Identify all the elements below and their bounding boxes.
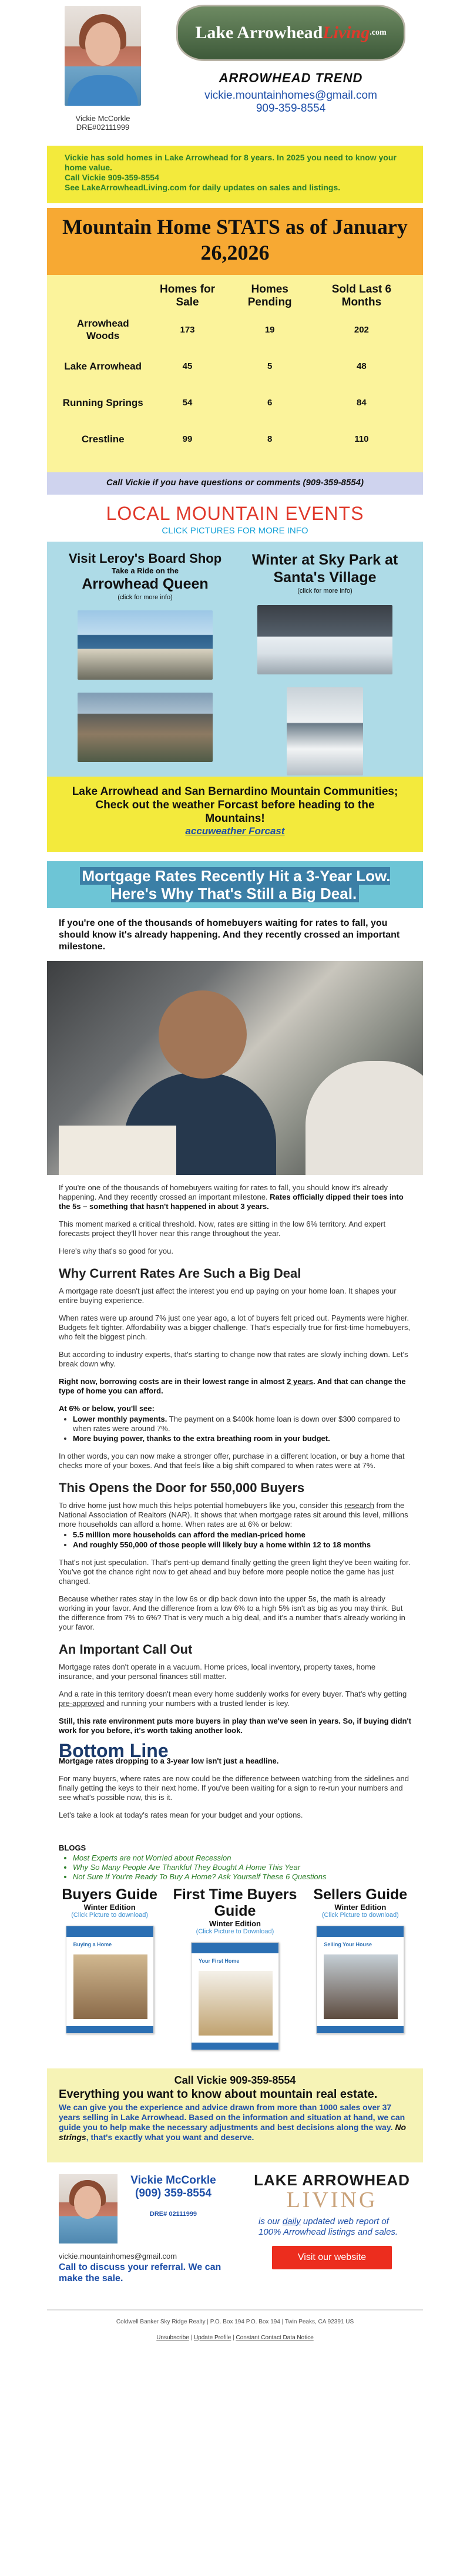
buyers-guide	[47, 1886, 172, 2068]
sellers-guide	[298, 1886, 423, 2068]
guide-download-hint: (Click Picture to Download)	[196, 1928, 274, 1935]
contact-referral: Call to discuss your referral. We can make the sale.	[59, 2262, 221, 2283]
cover-photo	[324, 1954, 398, 2019]
notice-website-link[interactable]: LakeArrowheadLiving.com	[81, 183, 187, 192]
list-item	[73, 1540, 411, 1550]
article-paragraph	[59, 1501, 411, 1529]
article-paragraph: This moment marked a critical threshold. Now, rates are sitting in the low 6% territory. And expert forecasts project they'll hover near this range throughout the year.	[59, 1220, 386, 1238]
contact-update-text	[241, 2216, 423, 2238]
first-time-buyers-guide	[172, 1886, 297, 2068]
stats-pending: 19	[264, 324, 275, 335]
article-paragraph: In other words, you can now make a stronger offer, purchase in a different location, or buy a home that checks more of your boxes. And that feels like a big shift compared to when rates were at 7%.	[59, 1452, 405, 1470]
legal-separator: |	[189, 2335, 194, 2341]
blogs-section	[59, 1843, 411, 1882]
li1-text: The payment on a $400k home loan is down over $300 compared to when rates were around 7%.	[73, 1415, 400, 1433]
header	[35, 0, 435, 146]
blog-link[interactable]: • Not Sure If You're Ready To Buy A Home? Ask Yourself These 6 Questions	[73, 1872, 411, 1882]
article-paragraph: A mortgage rate doesn't just affect the interest you end up paying on your home loan. It shapes your entire buying experience.	[59, 1287, 397, 1305]
guide-title: Buyers Guide	[62, 1886, 157, 1903]
arrowhead-queen-boat-image[interactable]	[78, 610, 213, 680]
hero-person-right	[306, 1061, 423, 1175]
footer-call-text-b: , that's exactly what you want and deserve.	[86, 2132, 254, 2142]
article-paragraph	[59, 1717, 411, 1735]
article-paragraph	[59, 1690, 411, 1708]
p10-text-b: from the National Association of Realtors (NAR). It shows that when mortgage rates sit around this level, millions more households can afford a home. When rates are at 6% or below:	[59, 1501, 408, 1529]
article-paragraph: Mortgage rates don't operate in a vacuum. Home prices, local inventory, property taxes, home insurance, and your personal finances still matter.	[59, 1663, 376, 1681]
agent-dre: DRE#02111999	[76, 123, 130, 132]
cover-bar	[192, 2043, 278, 2050]
event-queen-title[interactable]: Arrowhead Queen	[82, 576, 209, 592]
hero-person-head	[159, 990, 247, 1079]
village-shops-image[interactable]	[78, 693, 213, 762]
update-text-b: updated web report of 100% Arrowhead listings and sales.	[258, 2216, 398, 2237]
heading-open-door: This Opens the Door for 550,000 Buyers	[59, 1480, 305, 1495]
guide-title: First Time Buyers Guide	[173, 1886, 297, 1919]
cover-photo	[199, 1971, 273, 2036]
logo-text-3: .com	[370, 28, 387, 37]
guide-title: Sellers Guide	[313, 1886, 408, 1903]
stats-col-area	[59, 281, 147, 311]
accuweather-link[interactable]: accuweather Forcast	[185, 825, 285, 837]
agent-photo	[65, 6, 141, 106]
li3-bold: 5.5 million more households can afford the median-priced home	[73, 1530, 306, 1539]
table-row	[59, 421, 411, 457]
logo-text-2: Living	[323, 23, 370, 42]
stats-for-sale: 45	[182, 361, 193, 371]
unsubscribe-link[interactable]: Unsubscribe	[156, 2335, 189, 2341]
brand-block	[159, 5, 423, 141]
stats-area: Running Springs	[62, 397, 143, 408]
article-title-block	[47, 861, 423, 908]
p16-bold: Mortgage rates dropping to a 3-year low isn't just a headline.	[59, 1756, 279, 1765]
stats-for-sale: 173	[180, 324, 195, 335]
notice-line-3-prefix: See	[65, 183, 82, 192]
guide-download-hint: (Click Picture to download)	[71, 1912, 149, 1919]
contact-email-link[interactable]: vickie.mountainhomes@gmail.com	[59, 2252, 177, 2261]
agent-photo-face	[85, 22, 120, 66]
stats-pending: 6	[267, 397, 273, 408]
update-text-a: is our	[258, 2216, 283, 2226]
cover-stripe	[66, 1926, 153, 1937]
p1-bold: Rates officially dipped their toes into the 5s – something that hasn't happened in about 3 years.	[59, 1193, 404, 1211]
notice-line-2: Call Vickie 909-359-8554	[65, 173, 159, 182]
p1-text: If you're one of the thousands of homebuyers waiting for rates to fall, you should know it's already happening. And they recently crossed an important milestone.	[59, 1183, 388, 1201]
contact-card	[47, 2171, 241, 2300]
wordmark-line-1: LAKE ARROWHEAD	[254, 2171, 410, 2189]
newsletter-container	[35, 0, 435, 2341]
article-paragraph: When rates were up around 7% just one year ago, a lot of buyers felt priced out. Payments were higher. Budgets felt tighter. Affordability was a bigger challenge. That's especially true for first-time homebuyers, who felt the biggest pinch.	[59, 1314, 411, 1341]
p8-bold: At 6% or below, you'll see:	[59, 1404, 155, 1413]
article-hero-image	[47, 961, 423, 1175]
research-link[interactable]: research	[344, 1501, 374, 1510]
article-intro: If you're one of the thousands of homebuyers waiting for rates to fall, you should know it's already happening. And they recently crossed an important milestone.	[59, 918, 400, 952]
event-board-shop-title[interactable]: Visit Leroy's Board Shop	[68, 551, 222, 566]
stats-col-for-sale: Homes for Sale	[160, 283, 215, 308]
snow-trail-image[interactable]	[287, 687, 363, 775]
article-body	[59, 1183, 411, 1820]
article-paragraph: For many buyers, where rates are now could be the difference between watching from the sidelines and finally getting the keys to their next home. If you've been waiting for a sign to re-run your numbers and see what's possible now, this is it.	[59, 1774, 409, 1802]
buyers-guide-cover[interactable]	[66, 1926, 154, 2034]
footer-call-panel	[47, 2068, 423, 2162]
blogs-title: BLOGS	[59, 1843, 86, 1852]
stats-col-pending: Homes Pending	[247, 283, 292, 308]
contact-name: Vickie McCorkle	[130, 2174, 216, 2187]
heading-current-rates: Why Current Rates Are Such a Big Deal	[59, 1266, 301, 1281]
li2-bold: More buying power, thanks to the extra breathing room in your budget.	[73, 1434, 330, 1443]
legal-footer	[47, 2309, 423, 2341]
guide-edition: Winter Edition	[334, 1903, 387, 1912]
weather-banner	[47, 777, 423, 852]
legal-address: Coldwell Banker Sky Ridge Realty | P.O. Box 194 P.O. Box 194 | Twin Peaks, CA 92391 US	[116, 2319, 354, 2325]
contact-phone-link[interactable]: (909) 359-8554	[135, 2187, 212, 2199]
table-row	[59, 384, 411, 421]
header-email-link[interactable]: vickie.mountainhomes@gmail.com	[204, 89, 377, 102]
pre-approved-link[interactable]: pre-approved	[59, 1699, 105, 1708]
stats-area: Lake Arrowhead	[64, 360, 142, 372]
stats-header-row	[59, 281, 411, 311]
events-panel	[47, 542, 423, 777]
p7-link[interactable]: 2 years	[287, 1377, 313, 1386]
cover-title: Selling Your House	[324, 1942, 372, 1947]
li1-bold: Lower monthly payments.	[73, 1415, 167, 1423]
guides-section	[47, 1886, 423, 2068]
update-profile-link[interactable]: Update Profile	[193, 2335, 231, 2341]
stats-table	[59, 281, 411, 457]
cover-photo	[73, 1954, 147, 2019]
heading-call-out: An Important Call Out	[59, 1642, 193, 1657]
footer-call-text-a: We can give you the experience and advice drawn from more than 1000 sales over 37 years selling in Lake Arrowhead. Based on the information and situation at hand, we can guide you to help make the necessary adjustments and best decisions along the way.	[59, 2103, 405, 2132]
footer-call-text	[59, 2103, 411, 2142]
notice-line-3-suffix: for daily updates on sales and listings.	[186, 183, 341, 192]
event-right	[235, 551, 415, 767]
contact-brand	[241, 2171, 423, 2300]
events-subtitle: CLICK PICTURES FOR MORE INFO	[162, 526, 308, 536]
stats-for-sale: 99	[182, 434, 193, 444]
cover-stripe	[317, 1926, 404, 1937]
li4-bold: And roughly 550,000 of those people will likely buy a home within 12 to 18 months	[73, 1540, 371, 1549]
stats-title: Mountain Home STATS as of January 26,2026	[47, 208, 423, 275]
footer-call-title: Everything you want to know about mountain real estate.	[59, 2088, 378, 2101]
nar-list	[73, 1530, 411, 1550]
stats-col-sold: Sold Last 6 Months	[331, 283, 392, 308]
contact-agent-photo	[59, 2174, 118, 2243]
contact-dre: DRE# 02111999	[149, 2211, 197, 2218]
stats-sold: 202	[354, 324, 369, 335]
article-title: Mortgage Rates Recently Hit a 3-Year Low. Here's Why That's Still a Big Deal.	[80, 867, 391, 902]
list-item	[73, 1434, 411, 1443]
p7-bold-b: . And that can change the type of home you can afford.	[59, 1377, 406, 1395]
p14-text-b: and running your numbers with a trusted lender is key.	[104, 1699, 290, 1708]
article-paragraph: But according to industry experts, that's starting to change now that rates are slowly inching down. Let's break down why.	[59, 1350, 408, 1368]
contact-section	[47, 2171, 423, 2300]
stats-for-sale: 54	[182, 397, 193, 408]
guide-edition: Winter Edition	[209, 1919, 261, 1928]
blog-link[interactable]: • Why So Many People Are Thankful They Bought A Home This Year	[73, 1863, 411, 1872]
p7-bold-a: Right now, borrowing costs are in their lowest range in almost	[59, 1377, 287, 1386]
footer-call-phone[interactable]: Call Vickie 909-359-8554	[174, 2074, 296, 2086]
stats-call-bar: Call Vickie if you have questions or comments (909-359-8554)	[47, 472, 423, 495]
data-notice-link[interactable]: Constant Contact Data Notice	[236, 2335, 314, 2341]
legal-links	[47, 2335, 423, 2341]
events-title: LOCAL MOUNTAIN EVENTS	[106, 503, 364, 524]
legal-separator: |	[231, 2335, 236, 2341]
sky-park-winter-image[interactable]	[257, 605, 392, 674]
lake-arrowhead-living-wordmark	[241, 2172, 423, 2212]
article-paragraph	[59, 1183, 411, 1211]
stats-area: Crestline	[81, 433, 125, 445]
hero-table	[59, 1126, 176, 1175]
blogs-list	[73, 1853, 411, 1882]
agent-name: Vickie McCorkle	[75, 114, 130, 123]
lake-arrowhead-living-logo[interactable]	[176, 5, 405, 61]
event-queen-lead: Take a Ride on the	[112, 566, 179, 575]
stats-sold: 110	[354, 434, 369, 444]
article-paragraph: Let's take a look at today's rates mean for your budget and your options.	[59, 1811, 303, 1819]
article-paragraph	[59, 1404, 411, 1413]
wordmark-line-2: LIVING	[286, 2188, 378, 2212]
p14-text-a: And a rate in this territory doesn't mean every home suddenly works for every buyer. That's why getting	[59, 1690, 407, 1698]
list-item	[73, 1530, 411, 1540]
trend-title: ARROWHEAD TREND	[219, 70, 363, 85]
list-item	[73, 1415, 411, 1433]
guide-edition: Winter Edition	[83, 1903, 136, 1912]
cover-bar	[317, 2026, 404, 2033]
article-paragraph: That's not just speculation. That's pent-up demand finally getting the green light they've been waiting for. You've got the chance right now to get ahead and buy before more people notice the game has just changed.	[59, 1558, 411, 1586]
event-sky-park-title[interactable]: Winter at Sky Park at Santa's Village	[251, 552, 398, 586]
weather-text: Lake Arrowhead and San Bernardino Mountain Communities; Check out the weather Forcast before heading to the Mountains!	[72, 785, 398, 825]
header-phone-link[interactable]: 909-359-8554	[256, 102, 326, 115]
agent-photo-shirt	[68, 75, 138, 106]
article-paragraph	[59, 1377, 411, 1396]
visit-website-button[interactable]: Visit our website	[272, 2246, 392, 2269]
event-right-more-info: (click for more info)	[297, 587, 352, 595]
event-left	[55, 551, 235, 767]
table-row	[59, 348, 411, 384]
stats-sold: 48	[357, 361, 367, 371]
update-text-daily: daily	[282, 2216, 301, 2226]
article-paragraph: Here's why that's so good for you.	[59, 1247, 174, 1255]
agent-block	[47, 5, 159, 141]
event-left-more-info: (click for more info)	[118, 594, 173, 601]
cover-title: Your First Home	[198, 1958, 240, 1964]
stats-sold: 84	[357, 397, 367, 408]
stats-table-panel	[47, 275, 423, 472]
stats-pending: 8	[267, 434, 273, 444]
guide-download-hint: (Click Picture to download)	[321, 1912, 399, 1919]
stats-area: Arrowhead Woods	[76, 318, 129, 341]
heading-bottom-line: Bottom Line	[59, 1740, 169, 1761]
sellers-guide-cover[interactable]	[316, 1926, 404, 2034]
contact-photo-face	[74, 2186, 101, 2219]
contact-row	[59, 2174, 229, 2243]
contact-info	[118, 2174, 229, 2243]
benefits-list	[73, 1415, 411, 1443]
cover-bar	[66, 2026, 153, 2033]
notice-line-3	[65, 183, 405, 193]
stats-pending: 5	[267, 361, 273, 371]
article-paragraph: Because whether rates stay in the low 6s or dip back down into the upper 5s, the math is already working in your favor. And the difference from a low 6% to a high 5% isn't as big as you may think. But the difference from 7% to 6%? That is very much a big deal, and it's a number that's already working in your favor.	[59, 1594, 405, 1631]
notice-banner	[47, 146, 423, 203]
p10-text-a: To drive home just how much this helps potential homebuyers like you, consider this	[59, 1501, 345, 1510]
footer-call-text-italic: No strings	[59, 2122, 407, 2142]
notice-line-1: Vickie has sold homes in Lake Arrowhead for 8 years. In 2025 you need to know your home value.	[65, 153, 397, 172]
cover-stripe	[192, 1943, 278, 1953]
article-paragraph	[59, 1756, 411, 1766]
table-row	[59, 311, 411, 348]
cover-title: Buying a Home	[73, 1942, 112, 1947]
logo-text-1: Lake Arrowhead	[195, 23, 323, 42]
first-time-guide-cover[interactable]	[191, 1942, 279, 2050]
p15-bold: Still, this rate environment puts more buyers in play than we've seen in years. So, if buying didn't work for you before, it's worth taking another look.	[59, 1717, 411, 1735]
blog-link[interactable]: • Most Experts are not Worried about Recession	[73, 1853, 411, 1863]
